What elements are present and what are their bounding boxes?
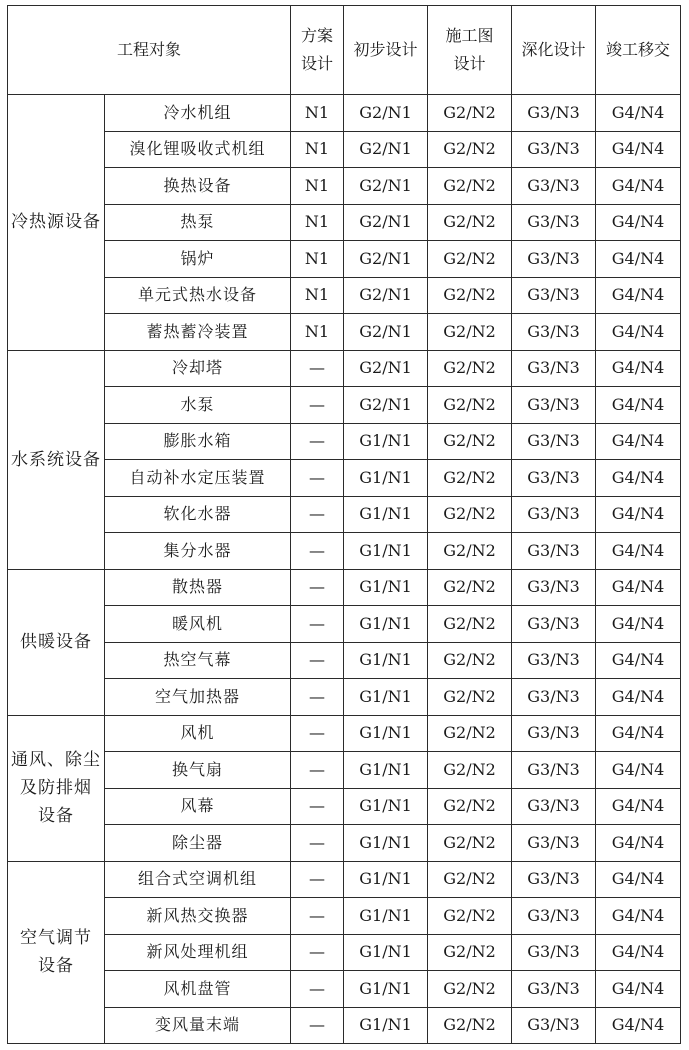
value-cell: G2/N2 bbox=[428, 861, 512, 898]
item-cell: 除尘器 bbox=[105, 825, 291, 862]
value-cell: G2/N2 bbox=[428, 569, 512, 606]
header-stage-handover: 竣工移交 bbox=[596, 6, 681, 95]
category-label: 设备 bbox=[38, 956, 74, 977]
value-cell: G4/N4 bbox=[596, 496, 681, 533]
item-cell: 锅炉 bbox=[105, 241, 291, 278]
value-cell: G1/N1 bbox=[344, 460, 428, 497]
item-cell: 风机 bbox=[105, 715, 291, 752]
value-cell: G4/N4 bbox=[596, 861, 681, 898]
header-object: 工程对象 bbox=[8, 6, 291, 95]
item-cell: 风机盘管 bbox=[105, 971, 291, 1008]
value-cell: — bbox=[291, 825, 344, 862]
value-cell: G2/N2 bbox=[428, 752, 512, 789]
table-row bbox=[8, 95, 681, 132]
value-cell: G4/N4 bbox=[596, 715, 681, 752]
item-cell: 散热器 bbox=[105, 569, 291, 606]
value-cell: G3/N3 bbox=[512, 496, 596, 533]
category-label: 通风、除尘 bbox=[11, 750, 101, 770]
value-cell: G1/N1 bbox=[344, 423, 428, 460]
value-cell: G3/N3 bbox=[512, 569, 596, 606]
category-label: 冷热源设备 bbox=[11, 212, 101, 233]
table-row bbox=[8, 387, 681, 424]
header-stage-scheme: 方案 设计 bbox=[291, 6, 344, 95]
value-cell: G1/N1 bbox=[344, 971, 428, 1008]
value-cell: G4/N4 bbox=[596, 387, 681, 424]
table-row bbox=[8, 825, 681, 862]
category-cell bbox=[8, 350, 105, 569]
table-row bbox=[8, 533, 681, 570]
value-cell: G3/N3 bbox=[512, 533, 596, 570]
value-cell: — bbox=[291, 788, 344, 825]
table-row bbox=[8, 423, 681, 460]
value-cell: — bbox=[291, 752, 344, 789]
item-cell: 风幕 bbox=[105, 788, 291, 825]
value-cell: G2/N2 bbox=[428, 715, 512, 752]
value-cell: — bbox=[291, 460, 344, 497]
value-cell: G4/N4 bbox=[596, 460, 681, 497]
value-cell: G2/N2 bbox=[428, 898, 512, 935]
table-body bbox=[8, 95, 681, 1044]
category-label: 空气调节 bbox=[20, 928, 92, 949]
table-row bbox=[8, 277, 681, 314]
value-cell: G4/N4 bbox=[596, 569, 681, 606]
table-row bbox=[8, 569, 681, 606]
value-cell: G3/N3 bbox=[512, 204, 596, 241]
value-cell: G3/N3 bbox=[512, 131, 596, 168]
table-row bbox=[8, 204, 681, 241]
value-cell: — bbox=[291, 679, 344, 716]
value-cell: N1 bbox=[291, 95, 344, 132]
category-cell bbox=[8, 861, 105, 1044]
value-cell: G2/N2 bbox=[428, 460, 512, 497]
value-cell: — bbox=[291, 533, 344, 570]
value-cell: G4/N4 bbox=[596, 898, 681, 935]
value-cell: G2/N2 bbox=[428, 642, 512, 679]
value-cell: G3/N3 bbox=[512, 606, 596, 643]
item-cell: 自动补水定压装置 bbox=[105, 460, 291, 497]
value-cell: — bbox=[291, 569, 344, 606]
item-cell: 空气加热器 bbox=[105, 679, 291, 716]
value-cell: G2/N2 bbox=[428, 533, 512, 570]
value-cell: G3/N3 bbox=[512, 898, 596, 935]
value-cell: — bbox=[291, 1007, 344, 1044]
header-stage-preliminary: 初步设计 bbox=[344, 6, 428, 95]
value-cell: N1 bbox=[291, 168, 344, 205]
header-stage-construction: 施工图 设计 bbox=[428, 6, 512, 95]
value-cell: G3/N3 bbox=[512, 752, 596, 789]
value-cell: G2/N2 bbox=[428, 277, 512, 314]
header-stage-detailed: 深化设计 bbox=[512, 6, 596, 95]
value-cell: G1/N1 bbox=[344, 496, 428, 533]
table-row bbox=[8, 496, 681, 533]
value-cell: G4/N4 bbox=[596, 241, 681, 278]
value-cell: G2/N1 bbox=[344, 95, 428, 132]
value-cell: G3/N3 bbox=[512, 679, 596, 716]
value-cell: G2/N1 bbox=[344, 350, 428, 387]
value-cell: G2/N2 bbox=[428, 131, 512, 168]
table-row bbox=[8, 314, 681, 351]
value-cell: G1/N1 bbox=[344, 788, 428, 825]
value-cell: G2/N1 bbox=[344, 277, 428, 314]
value-cell: G3/N3 bbox=[512, 1007, 596, 1044]
value-cell: G2/N1 bbox=[344, 387, 428, 424]
value-cell: G1/N1 bbox=[344, 569, 428, 606]
value-cell: G1/N1 bbox=[344, 533, 428, 570]
item-cell: 换气扇 bbox=[105, 752, 291, 789]
value-cell: N1 bbox=[291, 241, 344, 278]
value-cell: G2/N2 bbox=[428, 204, 512, 241]
value-cell: G4/N4 bbox=[596, 168, 681, 205]
item-cell: 换热设备 bbox=[105, 168, 291, 205]
table-row bbox=[8, 971, 681, 1008]
value-cell: — bbox=[291, 423, 344, 460]
value-cell: G4/N4 bbox=[596, 314, 681, 351]
value-cell: G2/N2 bbox=[428, 314, 512, 351]
value-cell: G2/N2 bbox=[428, 825, 512, 862]
value-cell: G2/N2 bbox=[428, 95, 512, 132]
value-cell: G3/N3 bbox=[512, 241, 596, 278]
value-cell: G3/N3 bbox=[512, 460, 596, 497]
item-cell: 新风处理机组 bbox=[105, 934, 291, 971]
value-cell: N1 bbox=[291, 204, 344, 241]
value-cell: G3/N3 bbox=[512, 861, 596, 898]
value-cell: — bbox=[291, 898, 344, 935]
value-cell: — bbox=[291, 861, 344, 898]
category-label: 设备 bbox=[38, 806, 74, 826]
value-cell: G2/N2 bbox=[428, 606, 512, 643]
value-cell: G2/N2 bbox=[428, 241, 512, 278]
item-cell: 变风量末端 bbox=[105, 1007, 291, 1044]
value-cell: G4/N4 bbox=[596, 1007, 681, 1044]
value-cell: G4/N4 bbox=[596, 788, 681, 825]
table-container bbox=[7, 5, 681, 1044]
table-row bbox=[8, 241, 681, 278]
value-cell: G1/N1 bbox=[344, 934, 428, 971]
value-cell: G2/N1 bbox=[344, 314, 428, 351]
item-cell: 单元式热水设备 bbox=[105, 277, 291, 314]
value-cell: G3/N3 bbox=[512, 277, 596, 314]
value-cell: G3/N3 bbox=[512, 314, 596, 351]
table-row bbox=[8, 752, 681, 789]
value-cell: G2/N2 bbox=[428, 387, 512, 424]
category-cell bbox=[8, 95, 105, 351]
table-row bbox=[8, 861, 681, 898]
value-cell: G3/N3 bbox=[512, 387, 596, 424]
category-label: 水系统设备 bbox=[11, 449, 101, 470]
value-cell: G4/N4 bbox=[596, 934, 681, 971]
value-cell: G1/N1 bbox=[344, 679, 428, 716]
value-cell: G4/N4 bbox=[596, 204, 681, 241]
value-cell: G4/N4 bbox=[596, 679, 681, 716]
value-cell: N1 bbox=[291, 131, 344, 168]
value-cell: G2/N1 bbox=[344, 241, 428, 278]
item-cell: 组合式空调机组 bbox=[105, 861, 291, 898]
value-cell: G2/N2 bbox=[428, 971, 512, 1008]
value-cell: G4/N4 bbox=[596, 350, 681, 387]
value-cell: G1/N1 bbox=[344, 898, 428, 935]
value-cell: — bbox=[291, 715, 344, 752]
item-cell: 热空气幕 bbox=[105, 642, 291, 679]
value-cell: G1/N1 bbox=[344, 1007, 428, 1044]
category-cell bbox=[8, 715, 105, 861]
value-cell: G4/N4 bbox=[596, 423, 681, 460]
value-cell: G1/N1 bbox=[344, 825, 428, 862]
table-row bbox=[8, 168, 681, 205]
value-cell: G1/N1 bbox=[344, 861, 428, 898]
value-cell: N1 bbox=[291, 277, 344, 314]
value-cell: G2/N2 bbox=[428, 679, 512, 716]
value-cell: G3/N3 bbox=[512, 95, 596, 132]
header-row bbox=[8, 6, 681, 95]
lod-table bbox=[7, 5, 681, 1044]
value-cell: G3/N3 bbox=[512, 715, 596, 752]
value-cell: — bbox=[291, 387, 344, 424]
value-cell: G2/N1 bbox=[344, 131, 428, 168]
item-cell: 水泵 bbox=[105, 387, 291, 424]
value-cell: G3/N3 bbox=[512, 168, 596, 205]
value-cell: G2/N1 bbox=[344, 168, 428, 205]
value-cell: G4/N4 bbox=[596, 95, 681, 132]
value-cell: G4/N4 bbox=[596, 606, 681, 643]
value-cell: G2/N2 bbox=[428, 1007, 512, 1044]
value-cell: G2/N2 bbox=[428, 496, 512, 533]
table-row bbox=[8, 131, 681, 168]
value-cell: G1/N1 bbox=[344, 642, 428, 679]
item-cell: 新风热交换器 bbox=[105, 898, 291, 935]
category-label: 供暖设备 bbox=[20, 632, 92, 652]
value-cell: — bbox=[291, 971, 344, 1008]
table-row bbox=[8, 934, 681, 971]
item-cell: 溴化锂吸收式机组 bbox=[105, 131, 291, 168]
item-cell: 热泵 bbox=[105, 204, 291, 241]
table-row bbox=[8, 350, 681, 387]
table-row bbox=[8, 788, 681, 825]
value-cell: G4/N4 bbox=[596, 533, 681, 570]
value-cell: G3/N3 bbox=[512, 788, 596, 825]
item-cell: 蓄热蓄冷装置 bbox=[105, 314, 291, 351]
value-cell: G4/N4 bbox=[596, 642, 681, 679]
item-cell: 集分水器 bbox=[105, 533, 291, 570]
value-cell: N1 bbox=[291, 314, 344, 351]
value-cell: G1/N1 bbox=[344, 715, 428, 752]
value-cell: — bbox=[291, 606, 344, 643]
item-cell: 冷水机组 bbox=[105, 95, 291, 132]
value-cell: G2/N1 bbox=[344, 204, 428, 241]
item-cell: 软化水器 bbox=[105, 496, 291, 533]
value-cell: G2/N2 bbox=[428, 423, 512, 460]
category-cell bbox=[8, 569, 105, 715]
value-cell: G3/N3 bbox=[512, 642, 596, 679]
item-cell: 暖风机 bbox=[105, 606, 291, 643]
value-cell: — bbox=[291, 642, 344, 679]
value-cell: G1/N1 bbox=[344, 752, 428, 789]
value-cell: G3/N3 bbox=[512, 971, 596, 1008]
value-cell: G3/N3 bbox=[512, 423, 596, 460]
table-row bbox=[8, 460, 681, 497]
value-cell: G4/N4 bbox=[596, 825, 681, 862]
table-row bbox=[8, 606, 681, 643]
value-cell: — bbox=[291, 934, 344, 971]
value-cell: G1/N1 bbox=[344, 606, 428, 643]
table-row bbox=[8, 1007, 681, 1044]
value-cell: G4/N4 bbox=[596, 131, 681, 168]
value-cell: G4/N4 bbox=[596, 277, 681, 314]
value-cell: G2/N2 bbox=[428, 788, 512, 825]
table-row bbox=[8, 642, 681, 679]
table-row bbox=[8, 898, 681, 935]
table-row bbox=[8, 715, 681, 752]
value-cell: G3/N3 bbox=[512, 825, 596, 862]
value-cell: — bbox=[291, 496, 344, 533]
item-cell: 冷却塔 bbox=[105, 350, 291, 387]
category-label: 及防排烟 bbox=[20, 778, 92, 798]
value-cell: G2/N2 bbox=[428, 934, 512, 971]
value-cell: G3/N3 bbox=[512, 934, 596, 971]
value-cell: — bbox=[291, 350, 344, 387]
value-cell: G3/N3 bbox=[512, 350, 596, 387]
table-row bbox=[8, 679, 681, 716]
item-cell: 膨胀水箱 bbox=[105, 423, 291, 460]
value-cell: G4/N4 bbox=[596, 752, 681, 789]
value-cell: G4/N4 bbox=[596, 971, 681, 1008]
value-cell: G2/N2 bbox=[428, 350, 512, 387]
value-cell: G2/N2 bbox=[428, 168, 512, 205]
